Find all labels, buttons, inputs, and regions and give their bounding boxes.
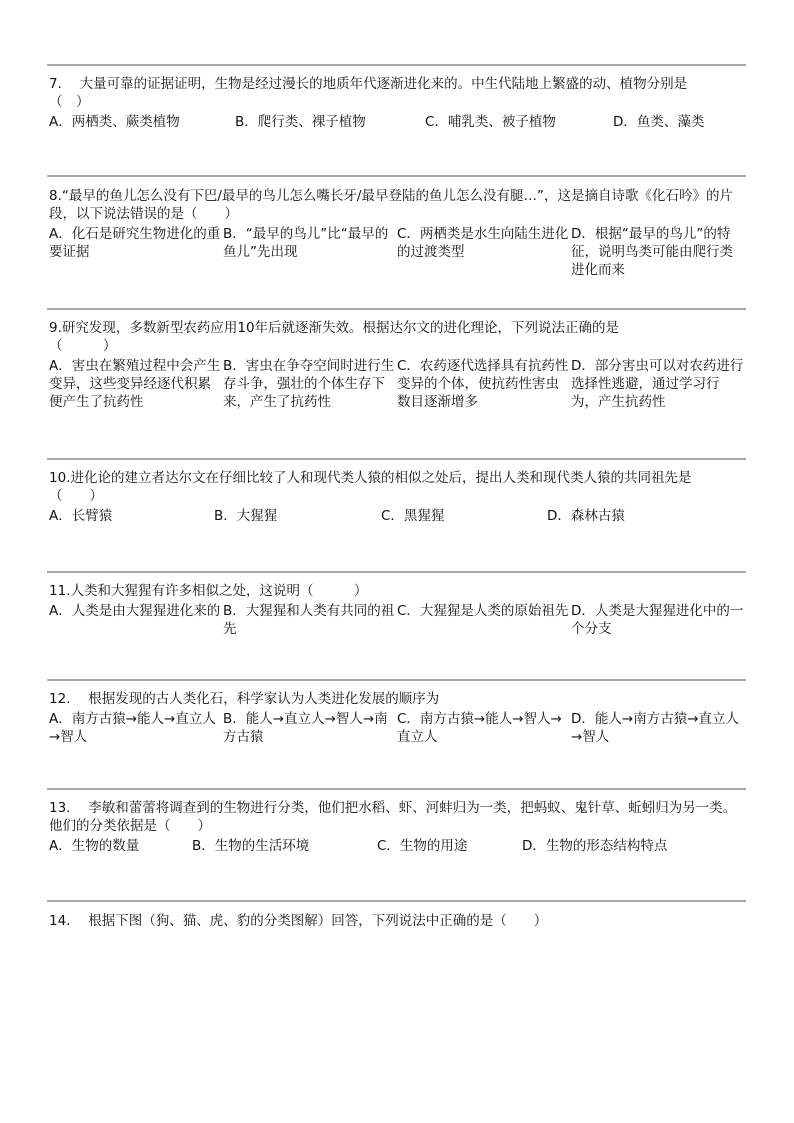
option-b: B．大猩猩和人类有共同的祖先 (223, 603, 395, 637)
option-d: D．部分害虫可以对农药进行选择性逃避，通过学习行为，产生抗药性 (571, 358, 744, 410)
option-b: B．能人→直立人→智人→南方古猿 (223, 711, 388, 745)
question-11 (49, 582, 746, 638)
option-d: D．能人→南方古猿→直立人→智人 (571, 711, 740, 745)
divider (47, 308, 746, 310)
option-c: C．农药逐代选择具有抗药性变异的个体，使抗药性害虫数目逐渐增多 (397, 358, 569, 410)
option-c: C．生物的用途 (377, 838, 468, 854)
question-10 (49, 469, 746, 525)
question-9-paren: （ ） (49, 338, 117, 354)
option-a: A．生物的数量 (49, 838, 140, 854)
option-d: D．森林古猿 (547, 508, 625, 524)
option-a: A．南方古猿→能人→直立人→智人 (49, 711, 216, 745)
option-d: D．生物的形态结构特点 (522, 838, 668, 854)
question-12-stem: 12. 根据发现的古人类化石，科学家认为人类进化发展的顺序为 (49, 691, 440, 707)
option-b: B．害虫在争夺空间时进行生存斗争，强壮的个体生存下来，产生了抗药性 (223, 358, 395, 410)
option-d: D．鱼类、藻类 (613, 114, 705, 130)
question-14-stem: 14. 根据下图（狗、猫、虎、豹的分类图解）回答，下列说法中正确的是（ ） (49, 913, 548, 929)
question-13 (49, 799, 746, 855)
question-10-stem: 10.进化论的建立者达尔文在仔细比较了人和现代类人猿的相似之处后，提出人类和现代类人猿的共同祖先是 (49, 470, 692, 486)
option-a: A．害虫在繁殖过程中会产生变异，这些变异经逐代积累便产生了抗药性 (49, 358, 221, 410)
question-7-options (49, 113, 746, 131)
question-11-options (49, 602, 746, 638)
question-8-options (49, 225, 746, 279)
question-14 (49, 912, 746, 930)
divider (47, 900, 746, 902)
option-c: C．黑猩猩 (381, 508, 445, 524)
option-c: C．南方古猿→能人→智人→直立人 (397, 711, 562, 745)
option-a: A．人类是由大猩猩进化来的 (49, 603, 221, 619)
question-9 (49, 319, 746, 411)
question-8 (49, 187, 746, 279)
question-7-paren: （ ） (49, 94, 90, 110)
option-b: B．“最早的鸟儿”比“最早的鱼儿”先出现 (223, 226, 389, 260)
divider (47, 64, 746, 66)
option-c: C．大猩猩是人类的原始祖先 (397, 603, 569, 619)
divider (47, 458, 746, 460)
option-b: B．爬行类、裸子植物 (235, 114, 366, 130)
option-d: D．根据“最早的鸟儿”的特征，说明鸟类可能由爬行类进化而来 (571, 226, 733, 278)
question-9-options (49, 357, 746, 411)
question-7 (49, 75, 746, 131)
question-13-options (49, 837, 746, 855)
question-12 (49, 690, 746, 746)
option-a: A．两栖类、蕨类植物 (49, 114, 180, 130)
option-c: C．两栖类是水生向陆生进化的过渡类型 (397, 226, 569, 260)
option-b: B．生物的生活环境 (192, 838, 310, 854)
option-a: A．长臂猿 (49, 508, 113, 524)
divider (47, 175, 746, 177)
option-b: B．大猩猩 (214, 508, 278, 524)
question-10-paren: （ ） (49, 488, 103, 504)
question-13-stem: 13. 李敏和蕾蕾将调查到的生物进行分类，他们把水稻、虾、河蚌归为一类，把蚂蚁、鬼针草、蚯蚓归为另一类。他们的分类依据是（ ） (49, 800, 737, 834)
divider (47, 788, 746, 790)
question-12-options (49, 710, 746, 746)
question-8-stem: 8.“最早的鱼儿怎么没有下巴/最早的鸟儿怎么嘴长牙/最早登陆的鱼儿怎么没有腿…”，这是摘自诗歌《化石吟》的片段，以下说法错误的是（ ） (49, 188, 733, 222)
question-10-options (49, 507, 746, 525)
question-9-stem: 9.研究发现，多数新型农药应用10年后就逐渐失效。根据达尔文的进化理论，下列说法正确的是 (49, 320, 620, 336)
option-c: C．哺乳类、被子植物 (425, 114, 556, 130)
option-a: A．化石是研究生物进化的重要证据 (49, 226, 221, 260)
question-7-stem: 7. 大量可靠的证据证明，生物是经过漫长的地质年代逐渐进化来的。中生代陆地上繁盛的动、植物分别是 (49, 76, 688, 92)
question-11-stem: 11.人类和大猩猩有许多相似之处，这说明（ ） (49, 583, 368, 599)
divider (47, 679, 746, 681)
option-d: D．人类是大猩猩进化中的一个分支 (571, 603, 744, 637)
divider (47, 571, 746, 573)
